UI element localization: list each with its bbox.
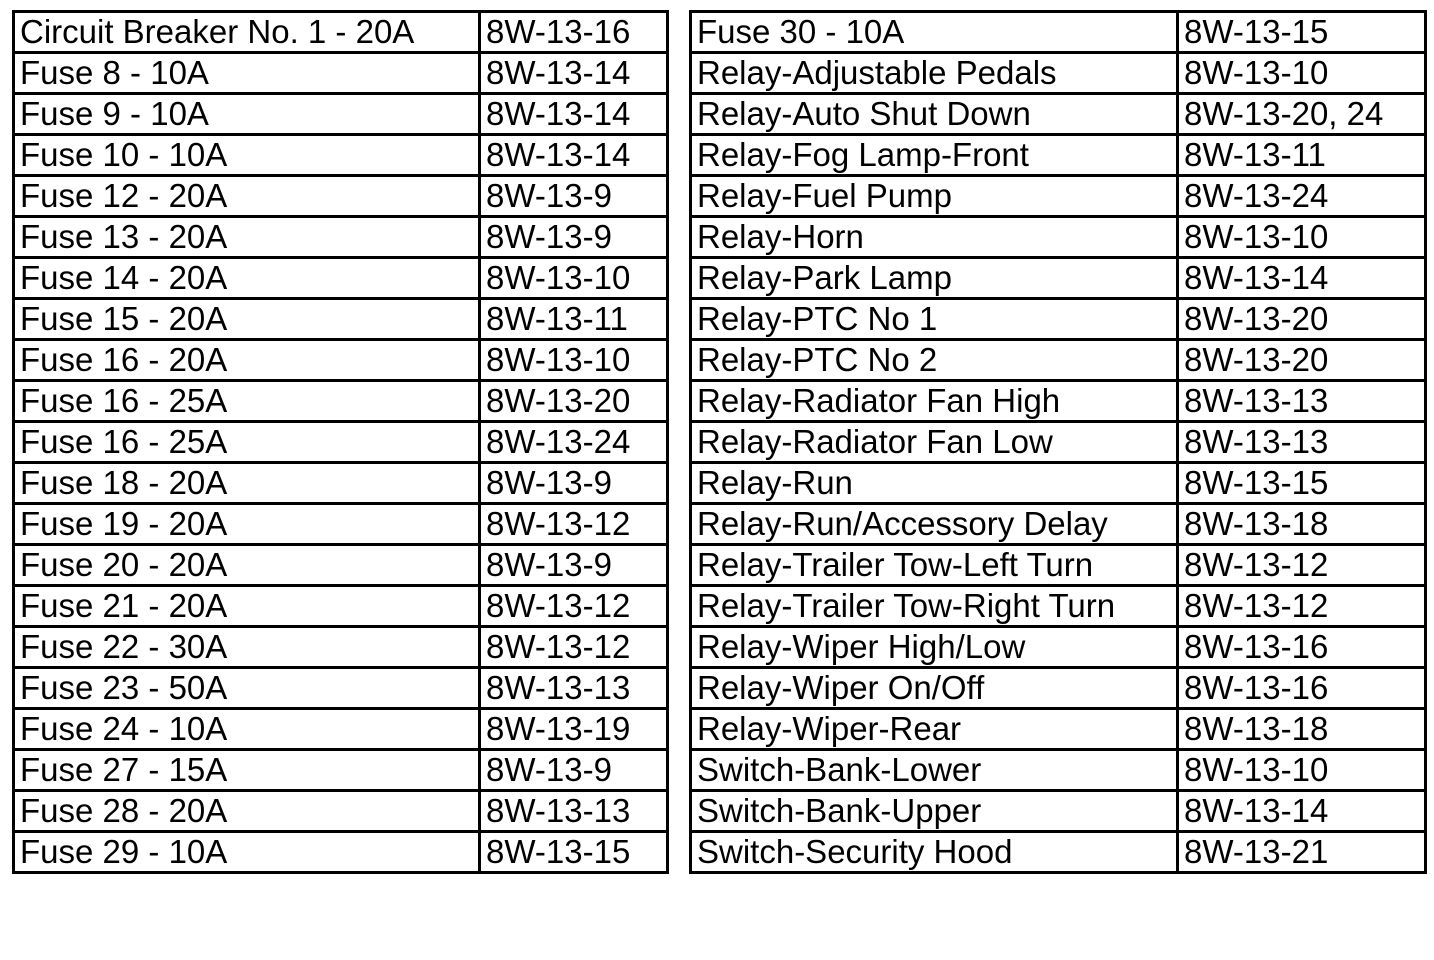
component-name-cell: Relay-Park Lamp [691, 258, 1178, 299]
component-name-cell: Fuse 16 - 25A [14, 422, 480, 463]
page-reference-cell: 8W-13-15 [1178, 463, 1426, 504]
component-name-cell: Relay-PTC No 1 [691, 299, 1178, 340]
table-row [691, 299, 1426, 340]
component-name-cell: Relay-Trailer Tow-Left Turn [691, 545, 1178, 586]
page-reference-cell: 8W-13-20 [1178, 299, 1426, 340]
table-row [14, 12, 668, 53]
component-name-cell: Relay-Radiator Fan Low [691, 422, 1178, 463]
component-name-cell: Fuse 20 - 20A [14, 545, 480, 586]
page-reference-cell: 8W-13-24 [480, 422, 668, 463]
table-row [691, 217, 1426, 258]
component-name-cell: Relay-Auto Shut Down [691, 94, 1178, 135]
component-name-cell: Fuse 9 - 10A [14, 94, 480, 135]
page-reference-cell: 8W-13-10 [480, 340, 668, 381]
table-row [14, 217, 668, 258]
table-row [691, 668, 1426, 709]
table-row [691, 504, 1426, 545]
component-name-cell: Fuse 16 - 20A [14, 340, 480, 381]
table-row [691, 381, 1426, 422]
page-reference-cell: 8W-13-10 [480, 258, 668, 299]
table-row [691, 832, 1426, 873]
component-name-cell: Fuse 27 - 15A [14, 750, 480, 791]
table-row [691, 12, 1426, 53]
table-row [691, 94, 1426, 135]
page-reference-cell: 8W-13-9 [480, 176, 668, 217]
page-reference-cell: 8W-13-10 [1178, 750, 1426, 791]
component-name-cell: Relay-Adjustable Pedals [691, 53, 1178, 94]
page-reference-cell: 8W-13-13 [480, 791, 668, 832]
component-name-cell: Relay-Run/Accessory Delay [691, 504, 1178, 545]
left-component-table [12, 10, 669, 874]
table-row [691, 791, 1426, 832]
table-row [691, 709, 1426, 750]
table-row [691, 586, 1426, 627]
component-name-cell: Fuse 14 - 20A [14, 258, 480, 299]
table-row [14, 94, 668, 135]
table-row [14, 340, 668, 381]
page-reference-cell: 8W-13-16 [480, 12, 668, 53]
component-name-cell: Fuse 8 - 10A [14, 53, 480, 94]
page-reference-cell: 8W-13-14 [1178, 791, 1426, 832]
page-reference-cell: 8W-13-14 [480, 94, 668, 135]
page-reference-cell: 8W-13-19 [480, 709, 668, 750]
table-row [691, 258, 1426, 299]
component-name-cell: Switch-Bank-Upper [691, 791, 1178, 832]
component-name-cell: Relay-Wiper-Rear [691, 709, 1178, 750]
table-row [691, 176, 1426, 217]
component-name-cell: Relay-Run [691, 463, 1178, 504]
page-reference-cell: 8W-13-12 [480, 627, 668, 668]
component-name-cell: Fuse 23 - 50A [14, 668, 480, 709]
page-reference-cell: 8W-13-9 [480, 545, 668, 586]
component-name-cell: Relay-Trailer Tow-Right Turn [691, 586, 1178, 627]
page-reference-cell: 8W-13-10 [1178, 217, 1426, 258]
component-name-cell: Relay-Horn [691, 217, 1178, 258]
table-row [14, 504, 668, 545]
right-table-body [691, 12, 1426, 873]
component-name-cell: Switch-Bank-Lower [691, 750, 1178, 791]
page-reference-cell: 8W-13-16 [1178, 668, 1426, 709]
page-reference-cell: 8W-13-20 [480, 381, 668, 422]
page-reference-cell: 8W-13-21 [1178, 832, 1426, 873]
page-reference-cell: 8W-13-16 [1178, 627, 1426, 668]
table-row [14, 668, 668, 709]
table-row [14, 299, 668, 340]
table-row [14, 53, 668, 94]
component-name-cell: Fuse 15 - 20A [14, 299, 480, 340]
component-name-cell: Fuse 22 - 30A [14, 627, 480, 668]
page-reference-cell: 8W-13-14 [480, 135, 668, 176]
page-reference-cell: 8W-13-20, 24 [1178, 94, 1426, 135]
table-row [14, 791, 668, 832]
component-name-cell: Fuse 12 - 20A [14, 176, 480, 217]
page-reference-cell: 8W-13-11 [1178, 135, 1426, 176]
page-reference-cell: 8W-13-11 [480, 299, 668, 340]
component-name-cell: Fuse 16 - 25A [14, 381, 480, 422]
table-row [691, 422, 1426, 463]
component-name-cell: Fuse 29 - 10A [14, 832, 480, 873]
component-name-cell: Relay-Wiper On/Off [691, 668, 1178, 709]
component-name-cell: Fuse 24 - 10A [14, 709, 480, 750]
right-component-table [689, 10, 1427, 874]
table-row [691, 135, 1426, 176]
table-row [14, 545, 668, 586]
table-row [14, 176, 668, 217]
page-reference-cell: 8W-13-15 [480, 832, 668, 873]
table-row [691, 627, 1426, 668]
component-name-cell: Relay-Fog Lamp-Front [691, 135, 1178, 176]
page-reference-cell: 8W-13-10 [1178, 53, 1426, 94]
page-reference-cell: 8W-13-9 [480, 217, 668, 258]
page-reference-cell: 8W-13-20 [1178, 340, 1426, 381]
component-name-cell: Fuse 13 - 20A [14, 217, 480, 258]
page-reference-cell: 8W-13-12 [1178, 586, 1426, 627]
table-row [14, 381, 668, 422]
left-table-body [14, 12, 668, 873]
table-row [14, 135, 668, 176]
component-name-cell: Relay-Radiator Fan High [691, 381, 1178, 422]
component-name-cell: Fuse 28 - 20A [14, 791, 480, 832]
table-row [14, 627, 668, 668]
page-reference-cell: 8W-13-12 [480, 586, 668, 627]
page-reference-cell: 8W-13-15 [1178, 12, 1426, 53]
page-reference-cell: 8W-13-9 [480, 463, 668, 504]
page-reference-cell: 8W-13-18 [1178, 504, 1426, 545]
table-row [14, 709, 668, 750]
page-reference-cell: 8W-13-24 [1178, 176, 1426, 217]
component-name-cell: Switch-Security Hood [691, 832, 1178, 873]
component-name-cell: Fuse 19 - 20A [14, 504, 480, 545]
component-name-cell: Relay-PTC No 2 [691, 340, 1178, 381]
table-row [14, 750, 668, 791]
table-row [691, 463, 1426, 504]
component-name-cell: Fuse 21 - 20A [14, 586, 480, 627]
page-reference-cell: 8W-13-12 [1178, 545, 1426, 586]
component-name-cell: Relay-Fuel Pump [691, 176, 1178, 217]
page-reference-cell: 8W-13-12 [480, 504, 668, 545]
table-row [14, 463, 668, 504]
table-row [14, 832, 668, 873]
page-reference-cell: 8W-13-13 [1178, 422, 1426, 463]
page-reference-cell: 8W-13-9 [480, 750, 668, 791]
component-name-cell: Relay-Wiper High/Low [691, 627, 1178, 668]
page-reference-cell: 8W-13-13 [1178, 381, 1426, 422]
page-reference-cell: 8W-13-18 [1178, 709, 1426, 750]
page-reference-cell: 8W-13-14 [480, 53, 668, 94]
component-name-cell: Fuse 18 - 20A [14, 463, 480, 504]
table-row [14, 258, 668, 299]
table-row [14, 422, 668, 463]
table-row [14, 586, 668, 627]
table-row [691, 340, 1426, 381]
page-reference-cell: 8W-13-13 [480, 668, 668, 709]
component-name-cell: Circuit Breaker No. 1 - 20A [14, 12, 480, 53]
page-reference-cell: 8W-13-14 [1178, 258, 1426, 299]
component-name-cell: Fuse 10 - 10A [14, 135, 480, 176]
table-row [691, 750, 1426, 791]
table-row [691, 545, 1426, 586]
table-row [691, 53, 1426, 94]
component-name-cell: Fuse 30 - 10A [691, 12, 1178, 53]
